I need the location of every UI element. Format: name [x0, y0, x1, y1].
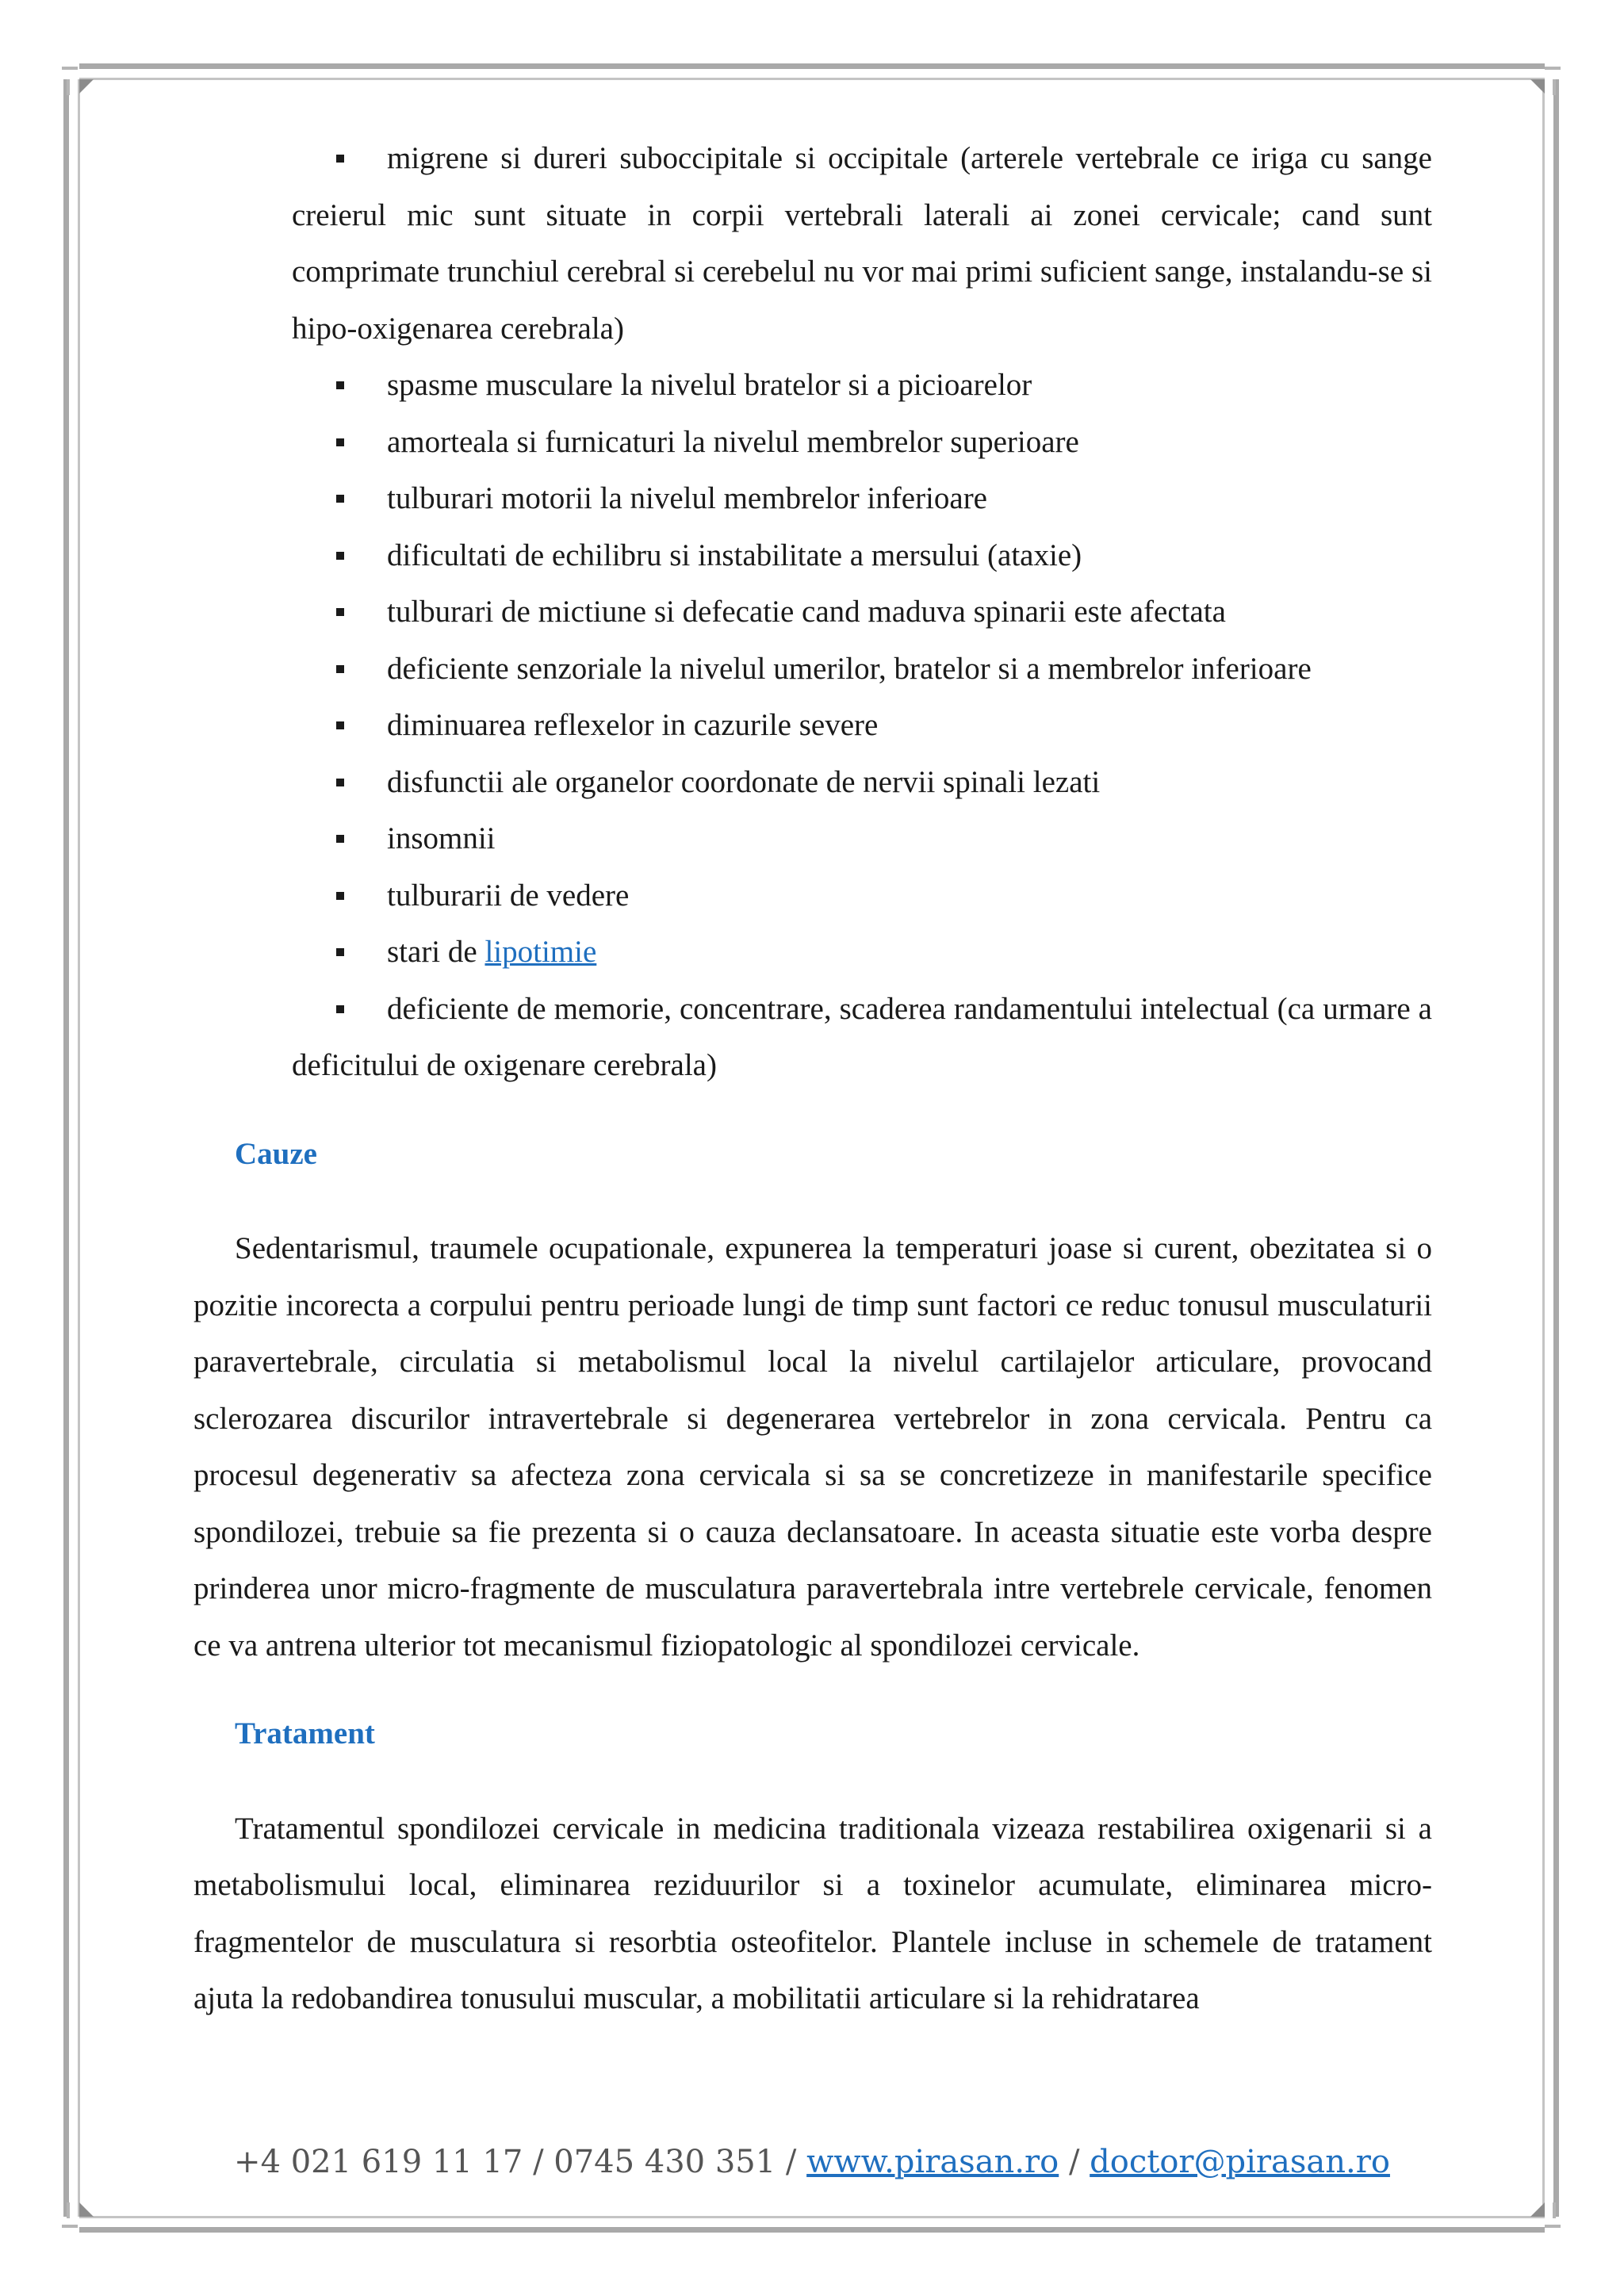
list-item-text: amorteala si furnicaturi la nivelul membrelor superioare — [387, 424, 1079, 459]
frame-corner-dash — [1553, 79, 1556, 95]
list-item-text: deficiente senzoriale la nivelul umerilor, bratelor si a membrelor inferioare — [387, 651, 1312, 686]
list-item — [292, 697, 1432, 754]
square-bullet-icon — [336, 892, 344, 900]
frame-corner-dash — [67, 79, 70, 95]
list-item-text: tulburarii de vedere — [387, 878, 630, 913]
frame-corner-dash — [1553, 2202, 1556, 2218]
list-item-text: disfunctii ale organelor coordonate de nervii spinali lezati — [387, 764, 1101, 799]
lipotimie-link[interactable]: lipotimie — [485, 935, 597, 969]
square-bullet-icon — [336, 1005, 344, 1013]
square-bullet-icon — [336, 721, 344, 729]
list-item — [292, 527, 1432, 584]
frame-corner-ornament — [79, 2202, 94, 2217]
square-bullet-icon — [336, 381, 344, 389]
list-item — [292, 584, 1432, 641]
frame-corner-dash — [1545, 67, 1561, 70]
list-item-text: stari de — [387, 935, 485, 969]
square-bullet-icon — [336, 665, 344, 673]
list-item — [292, 357, 1432, 414]
list-item — [292, 470, 1432, 527]
list-item — [292, 641, 1432, 698]
square-bullet-icon — [336, 155, 344, 163]
frame-corner-dash — [62, 2225, 78, 2228]
list-item — [292, 414, 1432, 471]
square-bullet-icon — [336, 948, 344, 956]
list-item-text: insomnii — [387, 821, 496, 855]
list-item-text: deficiente de memorie, concentrare, scaderea randamentului intelectual (ca urmare a deficitului de oxigenare cerebrala) — [292, 991, 1432, 1082]
causes-paragraph: Sedentarismul, traumele ocupationale, expunerea la temperaturi joase si curent, obezitatea si o pozitie incorecta a corpului pentru perioade lungi de timp sunt factori ce reduc tonusul musculaturii paravertebrale, circulatia si metabolismul local la nivelul cartilajelor articulare, provocand sclerozarea discurilor intravertebrale si degenerarea vertebrelor in zona cervicala. Pentru ca procesul degenerativ sa afecteza zona cervicala si sa se concretizeze in manifestarile specifice spondilozei, trebuie sa fie prezenta si o cauza declansatoare. In aceasta situatie este vorba despre prinderea unor micro-fragmente de musculatura paravertebrala intre vertebrele cervicale, fenomen ce va antrena ulterior tot mecanismul fiziopatologic al spondilozei cervicale. — [193, 1231, 1432, 1663]
list-item — [292, 981, 1432, 1094]
treatment-paragraph: Tratamentul spondilozei cervicale in medicina traditionala vizeaza restabilirea oxigenarii si a metabolismului local, eliminarea reziduurilor si a toxinelor acumulate, eliminarea micro-fragmentelor de musculatura si resorbtia osteofitelor. Plantele incluse in schemele de tratament ajuta la redobandirea tonusului muscular, a mobilitatii articulare si la rehidratarea — [193, 1811, 1432, 2015]
frame-corner-ornament — [1530, 2202, 1545, 2217]
square-bullet-icon — [336, 495, 344, 503]
square-bullet-icon — [336, 608, 344, 616]
list-item-text: dificultati de echilibru si instabilitate a mersului (ataxie) — [387, 538, 1082, 572]
list-item — [292, 867, 1432, 924]
list-item-text: spasme musculare la nivelul bratelor si a picioarelor — [387, 368, 1032, 402]
footer-email-link[interactable]: doctor@pirasan.ro — [1090, 2144, 1390, 2180]
list-item — [292, 754, 1432, 811]
page-footer — [0, 2144, 1624, 2180]
footer-separator: / — [785, 2144, 797, 2180]
square-bullet-icon — [336, 438, 344, 446]
frame-corner-dash — [1545, 2225, 1561, 2228]
list-item-text: diminuarea reflexelor in cazurile severe — [387, 708, 879, 742]
list-item — [292, 924, 1432, 981]
list-item — [292, 130, 1432, 357]
treatment-heading: Tratament — [235, 1716, 375, 1751]
document-content — [193, 130, 1432, 2027]
frame-corner-ornament — [1530, 79, 1545, 94]
list-item — [292, 810, 1432, 867]
footer-website-link[interactable]: www.pirasan.ro — [806, 2144, 1059, 2180]
frame-corner-dash — [62, 67, 78, 70]
square-bullet-icon — [336, 779, 344, 786]
footer-separator: / — [1068, 2144, 1080, 2180]
causes-heading: Cauze — [235, 1136, 317, 1171]
footer-phones: +4 021 619 11 17 / 0745 430 351 — [234, 2144, 776, 2180]
list-item-text: tulburari motorii la nivelul membrelor inferioare — [387, 481, 987, 515]
list-item-text: tulburari de mictiune si defecatie cand maduva spinarii este afectata — [387, 595, 1226, 629]
list-item-text: migrene si dureri suboccipitale si occipitale (arterele vertebrale ce iriga cu sange creierul mic sunt situate in corpii vertebrali laterali ai zonei cervicale; cand sunt comprimate trunchiul cerebral si cerebelul nu vor mai primi suficient sange, instalandu-se si hipo-oxigenarea cerebrala) — [292, 141, 1432, 346]
frame-corner-dash — [67, 2202, 70, 2218]
symptom-list — [292, 130, 1432, 1094]
square-bullet-icon — [336, 552, 344, 560]
frame-corner-ornament — [79, 79, 94, 94]
square-bullet-icon — [336, 835, 344, 843]
